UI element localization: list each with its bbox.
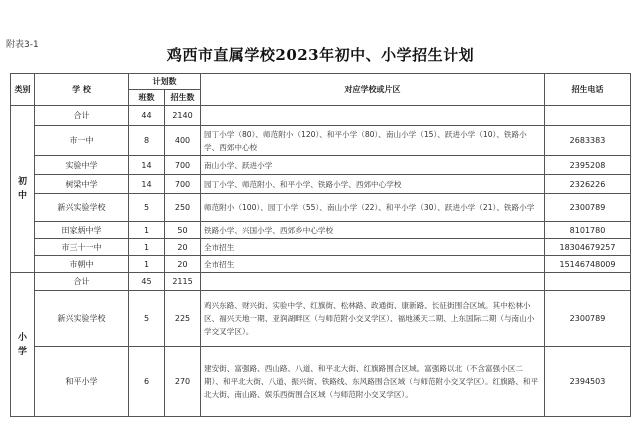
school-name: 实验中学 bbox=[35, 156, 129, 175]
enrollment-plan-table bbox=[10, 73, 631, 417]
enrollment-count: 2115 bbox=[165, 273, 201, 291]
area-text: 鸡兴东路、财兴街、实验中学、红旗街、松林路、政通街、康新路、长征街围合区域。其中松林小区、福兴天地一期、亚润湖畔区（与师范附小交叉学区）、福地溪天二期、上东国际二期（与南山小学交叉学区）。 bbox=[201, 291, 545, 347]
school-name: 田家炳中学 bbox=[35, 222, 129, 239]
school-name: 树梁中学 bbox=[35, 175, 129, 194]
phone-number: 15146748009 bbox=[545, 256, 631, 273]
table-row bbox=[11, 126, 631, 156]
table-row bbox=[11, 273, 631, 291]
header-phone: 招生电话 bbox=[545, 74, 631, 106]
school-name: 合计 bbox=[35, 106, 129, 126]
phone-number bbox=[545, 106, 631, 126]
table-row bbox=[11, 106, 631, 126]
school-name: 市一中 bbox=[35, 126, 129, 156]
enrollment-count: 700 bbox=[165, 175, 201, 194]
enrollment-count: 20 bbox=[165, 239, 201, 256]
enrollment-count: 225 bbox=[165, 291, 201, 347]
area-text bbox=[201, 273, 545, 291]
phone-number bbox=[545, 273, 631, 291]
school-name: 和平小学 bbox=[35, 347, 129, 417]
table-row bbox=[11, 239, 631, 256]
area-text: 南山小学、跃进小学 bbox=[201, 156, 545, 175]
area-text: 全市招生 bbox=[201, 256, 545, 273]
header-enrollment: 招生数 bbox=[165, 90, 201, 106]
class-count: 5 bbox=[129, 291, 165, 347]
area-text: 全市招生 bbox=[201, 239, 545, 256]
category-junior: 初中 bbox=[11, 106, 35, 273]
header-row-1 bbox=[11, 74, 631, 90]
phone-number: 2300789 bbox=[545, 291, 631, 347]
header-plan: 计划数 bbox=[129, 74, 201, 90]
table-row bbox=[11, 156, 631, 175]
header-school: 学 校 bbox=[35, 74, 129, 106]
phone-number: 2394503 bbox=[545, 347, 631, 417]
document-title: 鸡西市直属学校2023年初中、小学招生计划 bbox=[166, 46, 475, 64]
area-text: 铁路小学、兴国小学、西郊乡中心学校 bbox=[201, 222, 545, 239]
area-text: 建安街、富强路、西山路、八道、和平北大街、红旗路围合区域。富强路以北（不含富强小区二期）、和平北大街、八道、振兴街、铁路线、东风路围合区域（与师范附小交叉学区）。红旗路、和平北大街、南山路、娱乐西街围合区域（与师范附小交叉学区）。 bbox=[201, 347, 545, 417]
school-name: 市三十一中 bbox=[35, 239, 129, 256]
table-row bbox=[11, 291, 631, 347]
class-count: 14 bbox=[129, 175, 165, 194]
table-row bbox=[11, 256, 631, 273]
enrollment-count: 50 bbox=[165, 222, 201, 239]
enrollment-count: 250 bbox=[165, 194, 201, 222]
phone-number: 2326226 bbox=[545, 175, 631, 194]
class-count: 44 bbox=[129, 106, 165, 126]
phone-number: 2395208 bbox=[545, 156, 631, 175]
phone-number: 8101780 bbox=[545, 222, 631, 239]
class-count: 1 bbox=[129, 222, 165, 239]
area-text: 师范附小（100）、园丁小学（55）、南山小学（22）、和平小学（30）、跃进小学（21）、铁路小学 bbox=[201, 194, 545, 222]
class-count: 1 bbox=[129, 239, 165, 256]
enrollment-count: 400 bbox=[165, 126, 201, 156]
phone-number: 18304679257 bbox=[545, 239, 631, 256]
class-count: 1 bbox=[129, 256, 165, 273]
school-name: 合计 bbox=[35, 273, 129, 291]
table-row bbox=[11, 347, 631, 417]
enrollment-count: 270 bbox=[165, 347, 201, 417]
school-name: 市朝中 bbox=[35, 256, 129, 273]
class-count: 5 bbox=[129, 194, 165, 222]
enrollment-count: 2140 bbox=[165, 106, 201, 126]
area-text: 园丁小学（80）、师范附小（120）、和平小学（80）、南山小学（15）、跃进小学（10）、铁路小学、西郊中心校 bbox=[201, 126, 545, 156]
header-category: 类别 bbox=[11, 74, 35, 106]
header-classes: 班数 bbox=[129, 90, 165, 106]
table-row bbox=[11, 222, 631, 239]
class-count: 8 bbox=[129, 126, 165, 156]
class-count: 14 bbox=[129, 156, 165, 175]
area-text: 园丁小学、师范附小、和平小学、铁路小学、西郊中心学校 bbox=[201, 175, 545, 194]
table-row bbox=[11, 175, 631, 194]
phone-number: 2300789 bbox=[545, 194, 631, 222]
enrollment-count: 700 bbox=[165, 156, 201, 175]
class-count: 45 bbox=[129, 273, 165, 291]
header-area: 对应学校或片区 bbox=[201, 74, 545, 106]
enrollment-count: 20 bbox=[165, 256, 201, 273]
area-text bbox=[201, 106, 545, 126]
class-count: 6 bbox=[129, 347, 165, 417]
phone-number: 2683383 bbox=[545, 126, 631, 156]
table-row bbox=[11, 194, 631, 222]
school-name: 新兴实验学校 bbox=[35, 291, 129, 347]
school-name: 新兴实验学校 bbox=[35, 194, 129, 222]
appendix-label: 附表3-1 bbox=[6, 40, 39, 50]
category-primary: 小学 bbox=[11, 273, 35, 417]
